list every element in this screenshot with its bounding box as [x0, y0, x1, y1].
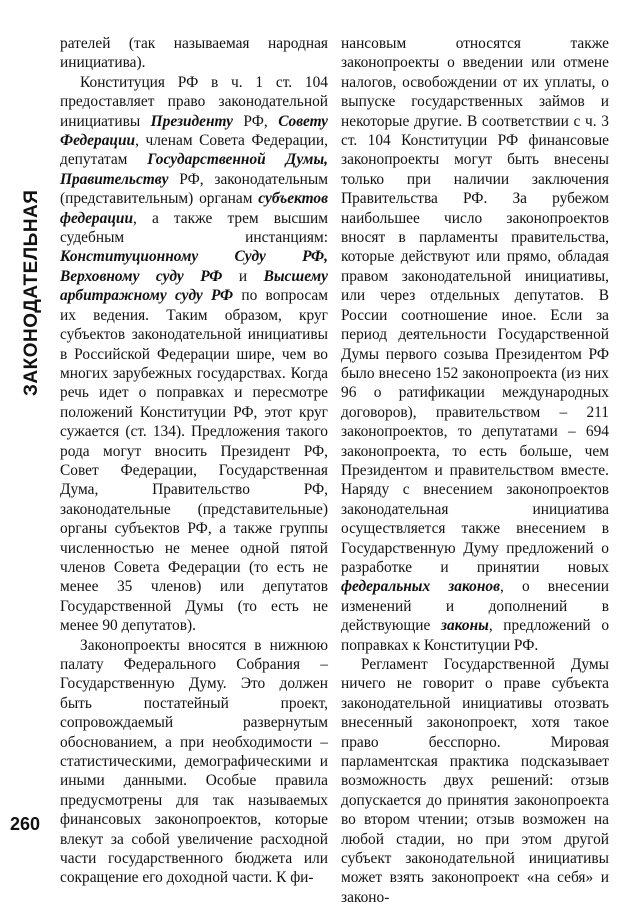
emphasized-term: федеральных законов: [341, 578, 500, 596]
text-run: рателей (так называемая народная инициатива).: [60, 35, 328, 72]
paragraph: [341, 655, 609, 907]
emphasized-term: Высшему арбитражному суду РФ: [60, 267, 329, 305]
emphasized-term: Государственной Думы, Правительству: [60, 151, 328, 188]
paragraph: [60, 636, 328, 888]
paragraph: [60, 34, 328, 73]
text-run: , а также трем высшим судебным инстанциям:: [60, 209, 328, 247]
emphasized-term: Совету Федерации: [60, 112, 328, 150]
emphasized-term: законы: [440, 617, 489, 635]
page-number: 260: [10, 814, 41, 834]
right-text-column: [341, 34, 609, 907]
text-run: и: [222, 267, 264, 285]
paragraph: [341, 34, 609, 655]
emphasized-term: субъектов федерации: [60, 190, 328, 227]
text-run: РФ,: [232, 112, 279, 130]
paragraph: [60, 73, 328, 636]
emphasized-term: Президенту: [150, 112, 233, 130]
text-run: нансовым относятся также законопроекты о введении или отмене налогов, освобождении от их уплаты, о выпуске государственных займов и некоторые другие. В соответствии с ч. 3 ст. 104 Конституции РФ финансовые законопроекты могут быть внесены только при наличии заключения Правительства РФ. За рубежом наибольшее число законопроектов вносят в парламенты правительства, которые действуют или прямо, обладая правом законодательной инициативы, или через отдельных депутатов. В России соотношение иное. Если за период деятельности Государственной Думы первого созыва Президентом РФ было внесено 152 законопроекта (из них 96 о ратификации международных договоров), правительством – 211 законопроектов, то депутатами – 694 законопроекта, то есть больше, чем Президентом и правительством вместе. Наряду с внесением законопроектов законодательная инициатива осуществляется также внесением в Государственную Думу предложений о разработке и принятии новых: [341, 35, 609, 576]
text-run: Законопроекты вносятся в нижнюю палату Федерального Собрания – Государственную Думу. Это должен быть постатейный проект, сопровождаемый развернутым обоснованием, а при необходимости – статистическими, демографическими и иными данными. Особые правила предусмотрены для так называемых финансовых законопроектов, которые влекут за собой увеличение расходной части государственного бюджета или сокращение его доходной части. К фи-: [60, 636, 328, 887]
emphasized-term: Конституционному Суду РФ, Верховному суду РФ: [60, 248, 328, 285]
text-run: Регламент Государственной Думы ничего не говорит о праве субъекта законодательной инициативы отозвать внесенный законопроект, хотя такое право бесспорно. Мировая парламентская практика подсказывает возможность двух решений: отзыв допускается до принятия законопроекта во втором чтении; отзыв возможен на любой стадии, но при этом другой субъект законодательной инициативы может взять законопроект «на себя» и законо-: [341, 656, 609, 906]
text-run: , членам Совета Федерации, депутатам: [60, 132, 328, 169]
text-run: , предложений о поправках к Конституции РФ.: [341, 617, 610, 654]
text-run: Конституция РФ в ч. 1 ст. 104 предоставляет право законодательной инициативы: [60, 73, 328, 130]
section-side-label: ЗАКОНОДАТЕЛЬНАЯ: [21, 189, 42, 396]
text-run: РФ, законодательным (представительным) органам: [60, 170, 328, 208]
left-text-column: [60, 34, 328, 888]
text-run: , о внесении изменений и дополнений в действующие: [341, 578, 610, 635]
text-run: по вопросам их ведения. Таким образом, круг субъектов законодательной инициативы в Российской Федерации шире, чем во многих зарубежных государствах. Когда речь идет о поправках и пересмотре положений Конституции РФ, этот круг сужается (ст. 134). Предложения такого рода могут вносить Президент РФ, Совет Федерации, Государственная Дума, Правительство РФ, законодательные (представительные) органы субъектов РФ, а также группы численностью не менее одной пятой членов Совета Федерации (то есть не менее 35 членов) или депутатов Государственной Думы (то есть не менее 90 депутатов).: [60, 287, 328, 635]
